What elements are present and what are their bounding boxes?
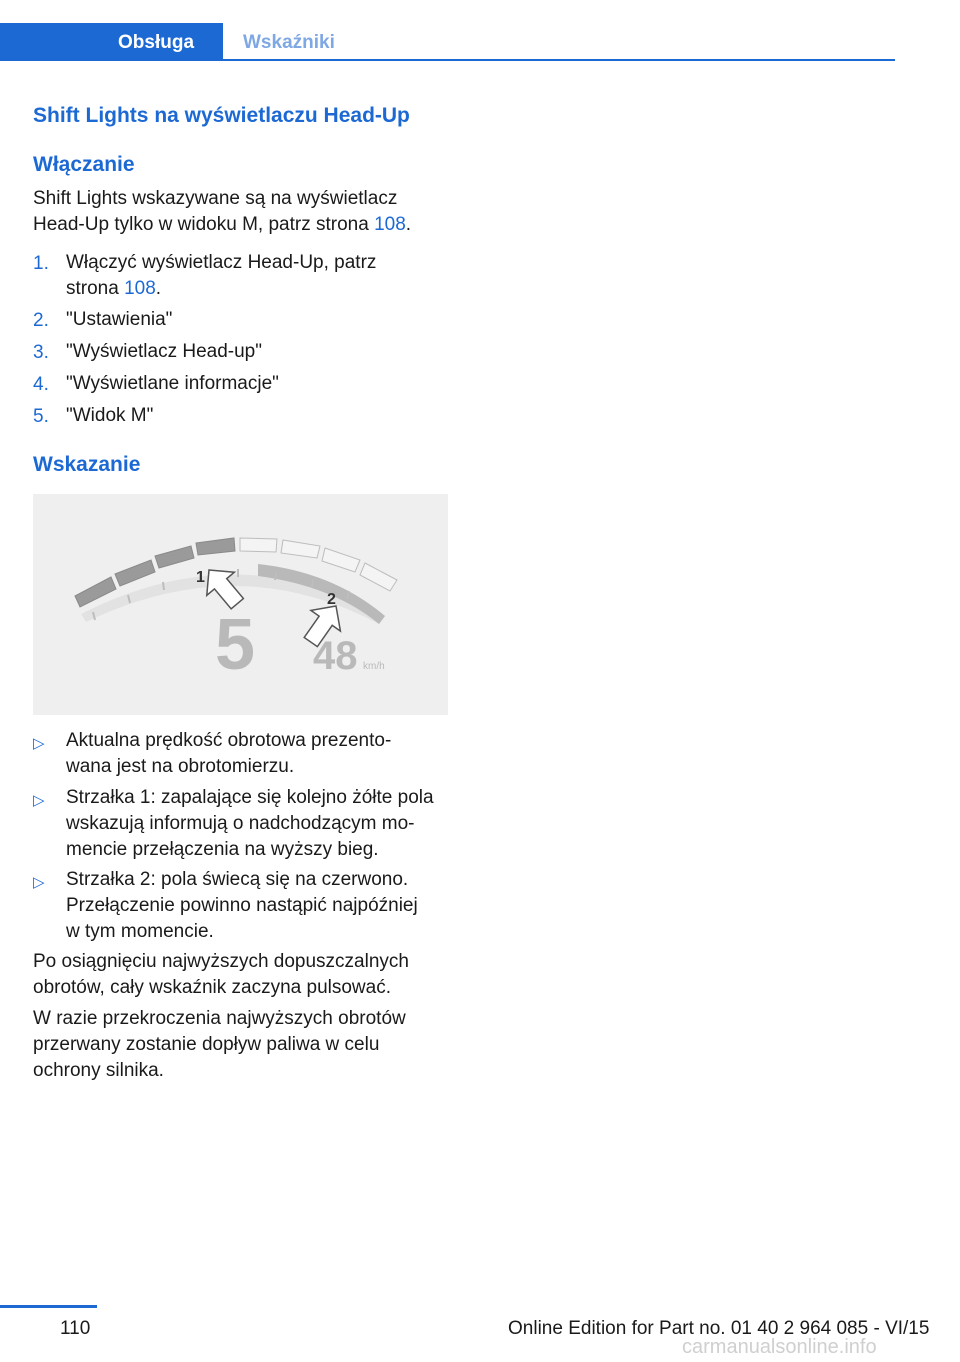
rpm-segment	[281, 540, 320, 558]
enable-intro-end: .	[405, 214, 412, 235]
enable-intro-text: Head-Up tylko w widoku M, patrz strona	[33, 214, 375, 235]
paragraph-fuel-line3: ochrony silnika.	[33, 1060, 164, 1081]
bullet-3-line3: w tym momencie.	[66, 921, 214, 942]
enable-intro-line2	[33, 212, 453, 238]
step-3: "Wyświetlacz Head-up"	[66, 341, 262, 362]
watermark: carmanualsonline.info	[682, 1336, 877, 1358]
hud-illustration-svg	[33, 494, 448, 715]
step-number: 2.	[33, 310, 49, 331]
rpm-segment	[155, 546, 194, 568]
speed-unit: km/h	[363, 661, 385, 672]
tab-obsluga[interactable]	[0, 23, 223, 61]
rpm-segment	[240, 538, 277, 552]
speed-value: 48	[313, 634, 358, 678]
bullet-2-line1: Strzałka 1: zapalające się kolejno żółte pola	[66, 787, 434, 808]
paragraph-fuel-line2: przerwany zostanie dopływ paliwa w celu	[33, 1034, 380, 1055]
paragraph-fuel-line1: W razie przekroczenia najwyższych obrotów	[33, 1008, 406, 1029]
step-1-text: strona	[66, 278, 125, 299]
rpm-segment	[322, 548, 360, 572]
bullet-1-line1: Aktualna prędkość obrotowa prezento-	[66, 730, 392, 751]
step-1-line2	[66, 276, 456, 302]
section-title: Shift Lights na wyświetlaczu Head-Up	[33, 104, 410, 127]
triangle-right-icon: ▷	[33, 792, 45, 809]
enable-heading: Włączanie	[33, 153, 135, 176]
step-1-line1: Włączyć wyświetlacz Head-Up, patrz	[66, 252, 377, 273]
gear-indicator: 5	[215, 605, 256, 685]
enable-intro	[33, 186, 453, 238]
bullet-1-line2: wana jest na obrotomierzu.	[66, 756, 295, 777]
paragraph-fuel-cutoff	[33, 1006, 453, 1084]
bullet-3-line2: Przełączenie powinno nastąpić najpóźniej	[66, 895, 418, 916]
step-1-end: .	[155, 278, 162, 299]
display-heading: Wskazanie	[33, 453, 141, 476]
step-number: 1.	[33, 253, 49, 274]
step-5: "Widok M"	[66, 405, 154, 426]
bullet-2-line2: wskazują informują o nadchodzącym mo-	[66, 813, 415, 834]
hud-illustration	[33, 494, 448, 715]
bullet-1	[66, 728, 456, 780]
enable-intro-line1: Shift Lights wskazywane są na wyświetlacz	[33, 188, 398, 209]
bullet-2-line3: mencie przełączenia na wyższy bieg.	[66, 839, 379, 860]
step-number: 3.	[33, 342, 49, 363]
triangle-right-icon: ▷	[33, 735, 45, 752]
tab-wskazniki[interactable]: Wskaźniki	[243, 32, 335, 53]
paragraph-pulsing-line2: obrotów, cały wskaźnik zaczyna pulsować.	[33, 977, 391, 998]
page-link-108[interactable]: 108	[124, 278, 156, 299]
edition-note: Online Edition for Part no. 01 40 2 964 085 - VI/15	[508, 1318, 930, 1339]
header-divider	[223, 59, 895, 61]
tab-obsluga-label: Obsługa	[118, 32, 195, 53]
paragraph-pulsing	[33, 949, 453, 1001]
step-4: "Wyświetlane informacje"	[66, 373, 279, 394]
arrow-1-label: 1	[196, 569, 205, 586]
step-2: "Ustawienia"	[66, 309, 173, 330]
arrow-2-label: 2	[327, 591, 336, 608]
page-link-108[interactable]: 108	[374, 214, 406, 235]
tab-bar	[0, 23, 895, 61]
triangle-right-icon: ▷	[33, 874, 45, 891]
step-number: 4.	[33, 374, 49, 395]
paragraph-pulsing-line1: Po osiągnięciu najwyższych dopuszczalnych	[33, 951, 409, 972]
step-1	[66, 250, 456, 302]
bullet-3-line1: Strzałka 2: pola świecą się na czerwono.	[66, 869, 409, 890]
bullet-3	[66, 867, 456, 945]
bullet-2	[66, 785, 456, 863]
step-number: 5.	[33, 406, 49, 427]
footer-accent-line	[0, 1305, 97, 1308]
rpm-segment	[115, 560, 155, 586]
rpm-segment	[360, 563, 397, 591]
page-number: 110	[60, 1318, 91, 1339]
rpm-segment	[196, 538, 235, 555]
